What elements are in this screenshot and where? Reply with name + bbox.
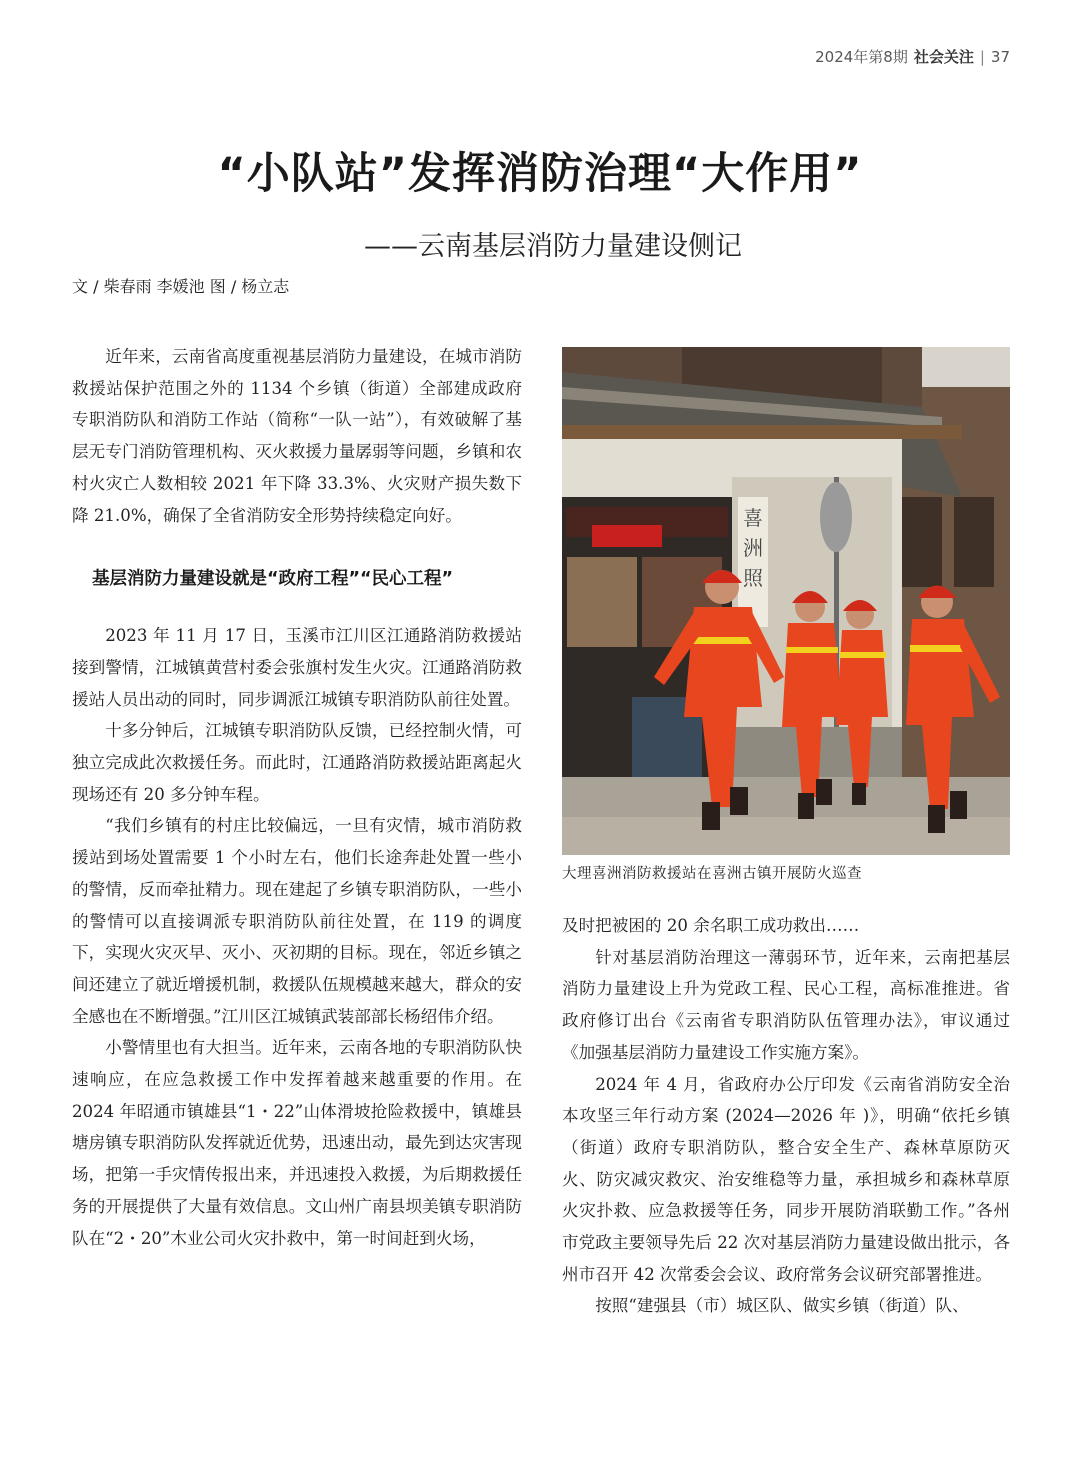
issue-label: 2024年第8期 (815, 48, 908, 66)
sign-char: 照 (743, 566, 763, 590)
photo-caption: 大理喜洲消防救援站在喜洲古镇开展防火巡查 (562, 866, 862, 882)
body-paragraph: “我们乡镇有的村庄比较偏远，一旦有灾情，城市消防救援站到场处置需要 1 个小时左右，他们长途奔赴处置一些小的警情，反而牵扯精力。现在建起了乡镇专职消防队，一些小的警情可以直接调派专职消防队前往处置，在 119 的调度下，实现火灾灭早、灭小、灭初期的目标。现在，邻近乡镇之间还建立了就近增援机制，救援队伍规模越来越大，群众的安全感也在不断增强。”江川区江城镇武装部部长杨绍伟介绍。 (72, 816, 522, 1026)
section-label: 社会关注 (913, 48, 974, 66)
body-paragraph: 针对基层消防治理这一薄弱环节，近年来，云南把基层消防力量建设上升为党政工程、民心工程，高标准推进。省政府修订出台《云南省专职消防队伍管理办法》，审议通过《加强基层消防力量建设工作实施方案》。 (562, 947, 1010, 1062)
article-title: “小队站”发挥消防治理“大作用” (217, 149, 863, 199)
article-subtitle: ——云南基层消防力量建设侧记 (364, 231, 742, 262)
right-column (562, 910, 1010, 1322)
body-paragraph: 2023 年 11 月 17 日，玉溪市江川区江通路消防救援站接到警情，江城镇黄营村委会张旗村发生火灾。江通路消防救援站人员出动的同时，同步调派江城镇专职消防队前往处置。 (72, 626, 522, 709)
header-separator: | (979, 47, 985, 66)
page-header (815, 46, 1010, 67)
body-paragraph: 小警情里也有大担当。近年来，云南各地的专职消防队快速响应，在应急救援工作中发挥着越来越重要的作用。在 2024 年昭通市镇雄县“1・22”山体滑坡抢险救援中，镇雄县塘房镇专职消防队发挥就近优势，迅速出动，最先到达灾害现场，把第一手灾情传报出来，并迅速投入救援，为后期救援任务的开展提供了大量有效信息。文山州广南县坝美镇专职消防队在“2・20”木业公司火灾扑救中，第一时间赶到火场， (72, 1038, 522, 1248)
article-byline: 文 / 柴春雨 李媛池 图 / 杨立志 (72, 277, 290, 296)
intro-paragraph: 近年来，云南省高度重视基层消防力量建设，在城市消防救援站保护范围之外的 1134 个乡镇（街道）全部建成政府专职消防队和消防工作站（简称“一队一站”），有效破解了基层无专门消防管理机构、灭火救援力量孱弱等问题，乡镇和农村火灾亡人数相较 2021 年下降 33.3%、火灾财产损失数下降 21.0%，确保了全省消防安全形势持续稳定向好。 (72, 347, 522, 525)
body-paragraph-continued: 及时把被困的 20 余名职工成功救出…… (562, 916, 860, 935)
sign-char: 喜 (743, 506, 763, 530)
body-paragraph: 按照“建强县（市）城区队、做实乡镇（街道）队、 (595, 1296, 969, 1316)
left-column (72, 341, 522, 1254)
article-photo (562, 347, 1010, 855)
sign-char: 洲 (743, 536, 763, 560)
body-paragraph: 2024 年 4 月，省政府办公厅印发《云南省消防安全治本攻坚三年行动方案 (2024—2026 年 )》，明确“依托乡镇（街道）政府专职消防队，整合安全生产、森林草原防灭火、防灾减灾救灾、治安维稳等力量，承担城乡和森林草原火灾扑救、应急救援等任务，同步开展防消联勤工作。”各州市党政主要领导先后 22 次对基层消防力量建设做出批示，各州市召开 42 次常委会会议、政府常务会议研究部署推进。 (562, 1074, 1010, 1284)
page-number: 37 (990, 47, 1010, 66)
section-heading: 基层消防力量建设就是“政府工程”“民心工程” (92, 569, 454, 590)
body-paragraph: 十多分钟后，江城镇专职消防队反馈，已经控制火情，可独立完成此次救援任务。而此时，江通路消防救援站距离起火现场还有 20 多分钟车程。 (72, 721, 522, 804)
